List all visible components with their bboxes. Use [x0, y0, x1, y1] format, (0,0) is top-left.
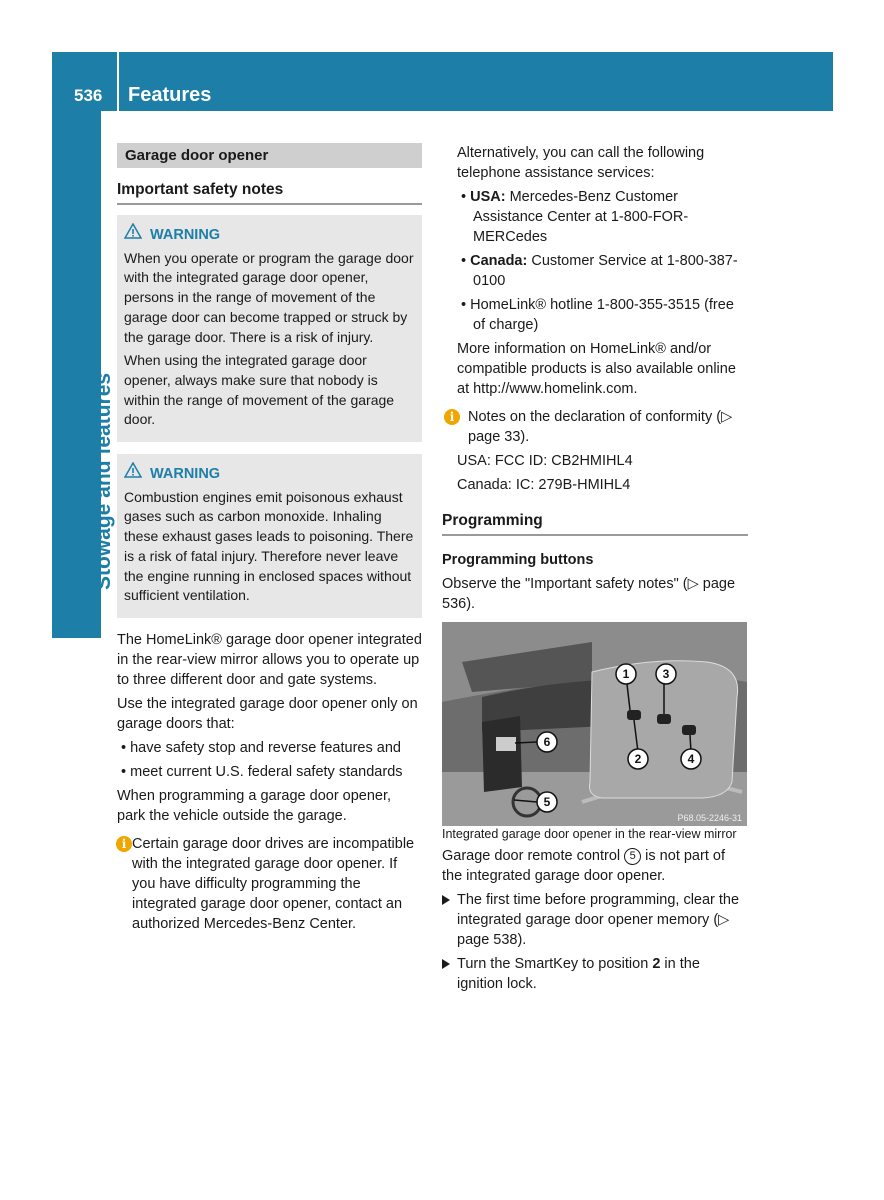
more-info-paragraph: More information on HomeLink® and/or compatible products is also available online at http://www.homelink.com.	[457, 341, 736, 397]
programming-heading: Programming	[442, 511, 748, 536]
list-item: • USA: Mercedes-Benz Customer Assistance Center at 1-800-FOR-MERCedes	[461, 189, 689, 245]
alternative-paragraph: Alternatively, you can call the following telephone assistance services:	[457, 145, 705, 181]
figure-code: P68.05-2246-31	[677, 813, 742, 823]
warning-triangle-icon	[124, 223, 142, 246]
left-column	[117, 143, 422, 938]
step-arrow-icon	[442, 895, 450, 905]
fcc-id: USA: FCC ID: CB2HMIHL4	[457, 453, 633, 469]
page-header	[52, 52, 833, 111]
list-item: • meet current U.S. federal safety standards	[121, 763, 403, 780]
figure-caption: Integrated garage door opener in the rear-view mirror	[442, 827, 737, 841]
warning-text: When using the integrated garage door opener, always make sure that nobody is within the range of movement of the garage door.	[124, 352, 395, 428]
mirror-figure	[442, 622, 747, 826]
garage-door-opener-heading: Garage door opener	[117, 143, 422, 168]
header-divider	[117, 52, 119, 111]
info-icon: i	[116, 836, 132, 852]
warning-box-injury	[117, 215, 422, 442]
callout-ref: 5	[624, 848, 641, 865]
warning-title	[124, 223, 415, 246]
info-icon: i	[444, 409, 460, 425]
warning-title-text: WARNING	[150, 227, 221, 243]
section-title: Features	[128, 84, 212, 106]
right-column	[442, 143, 748, 998]
callout-6: 6	[543, 735, 551, 749]
callout-1: 1	[622, 667, 630, 681]
page-number: 536	[74, 86, 103, 105]
park-paragraph: When programming a garage door opener, park the vehicle outside the garage.	[117, 787, 392, 824]
use-paragraph: Use the integrated garage door opener only on garage doors that:	[117, 695, 418, 732]
side-tab-label: Stowage and features	[92, 372, 115, 590]
info-note: i Notes on the declaration of conformity (▷ page 33).	[442, 407, 748, 447]
step-item: Turn the SmartKey to position 2 in the ignition lock.	[442, 954, 748, 994]
list-item: • have safety stop and reverse features and	[121, 739, 401, 756]
programming-buttons-heading: Programming buttons	[442, 552, 594, 568]
info-note: i Certain garage door drives are incompatible with the integrated garage door opener. If you have difficulty programming the integrated garage door opener, contact an authorized Mercedes-Benz Center.	[117, 834, 422, 934]
remote-paragraph: Garage door remote control 5 is not part of the integrated garage door opener.	[442, 848, 725, 884]
safety-notes-heading: Important safety notes	[117, 180, 422, 205]
list-item: • HomeLink® hotline 1-800-355-3515 (free of charge)	[461, 297, 734, 333]
canada-ic: Canada: IC: 279B-HMIHL4	[457, 477, 631, 493]
callout-5: 5	[543, 795, 551, 809]
warning-text: When you operate or program the garage door with the integrated garage door opener, persons in the range of movement of the garage door can become trapped or struck by the garage door. There is a risk of injury.	[124, 249, 414, 345]
warning-box-exhaust	[117, 454, 422, 618]
warning-title	[124, 462, 415, 485]
homelink-paragraph: The HomeLink® garage door opener integrated in the rear-view mirror allows you to operate up to three different door and gate systems.	[117, 631, 422, 688]
step-arrow-icon	[442, 959, 450, 969]
callout-3: 3	[662, 667, 670, 681]
warning-text: Combustion engines emit poisonous exhaust gases such as carbon monoxide. Inhaling these exhaust gases leads to poisoning. There is a risk of fatal injury. Therefore never leave the engine running in enclosed spaces without sufficient ventilation.	[124, 488, 414, 604]
callout-2: 2	[634, 752, 642, 766]
list-item: • Canada: Customer Service at 1-800-387-0100	[461, 253, 738, 289]
step-item: The first time before programming, clear the integrated garage door opener memory (▷ page 538).	[442, 890, 748, 950]
warning-title-text: WARNING	[150, 466, 221, 483]
callout-4: 4	[687, 752, 695, 766]
observe-paragraph: Observe the "Important safety notes" (▷ page 536).	[442, 576, 736, 612]
warning-triangle-icon	[124, 462, 142, 485]
